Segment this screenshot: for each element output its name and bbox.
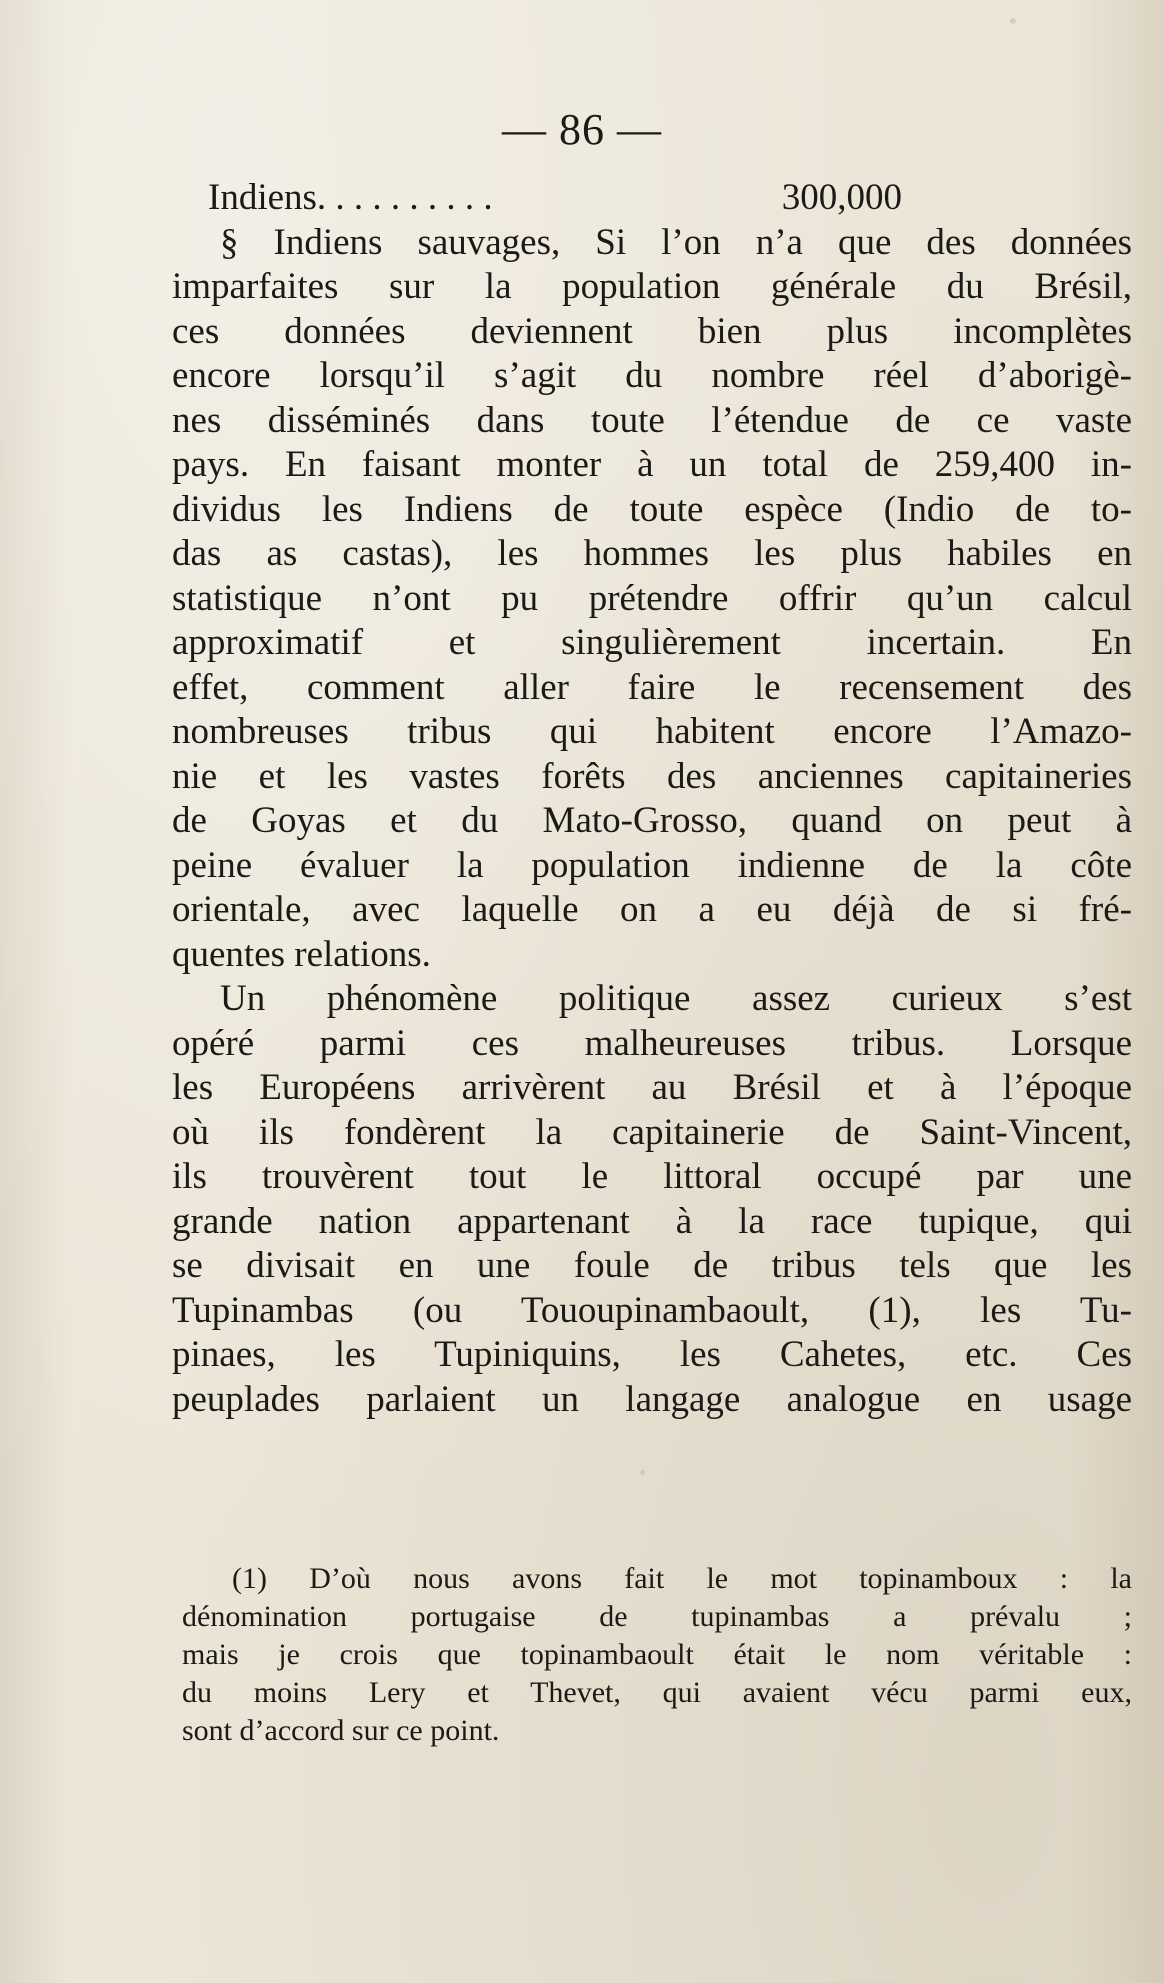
text-line: grande nation appartenant à la race tupique, qui — [172, 1200, 1132, 1242]
paper-spot — [1010, 18, 1016, 24]
footnote-line: (1) D’où nous avons fait le mot topinamboux : la — [232, 1562, 1132, 1595]
footnote-line: mais je crois que topinambaoult était le nom véritable : — [182, 1638, 1132, 1671]
text-line: orientale, avec laquelle on a eu déjà de si fré- — [172, 889, 1132, 930]
text-line: nie et les vastes forêts des anciennes capitaineries — [172, 755, 1132, 797]
footnote-line: sont d’accord sur ce point. — [182, 1714, 500, 1747]
population-row-indiens — [172, 176, 1132, 221]
text-line: se divisait en une foule de tribus tels que les — [172, 1245, 1132, 1286]
text-line: statistique n’ont pu prétendre offrir qu’un calcul — [172, 577, 1132, 619]
text-line: effet, comment aller faire le recensement des — [172, 666, 1132, 708]
text-line: pinaes, les Tupiniquins, les Cahetes, etc. Ces — [172, 1334, 1132, 1375]
row-value: 300,000 — [781, 177, 902, 218]
text-line: nes disséminés dans toute l’étendue de ce vaste — [172, 399, 1132, 441]
footnote-line: du moins Lery et Thevet, qui avaient vécu parmi eux, — [182, 1676, 1132, 1709]
text-line: ils trouvèrent tout le littoral occupé par une — [172, 1156, 1132, 1197]
text-line: ces données deviennent bien plus incomplètes — [172, 310, 1132, 352]
text-line: les Européens arrivèrent au Brésil et à l’époque — [172, 1067, 1132, 1108]
row-label: Indiens. . . . . . . . . . — [208, 177, 493, 218]
text-line: peine évaluer la population indienne de la côte — [172, 844, 1132, 886]
paper-spot — [640, 1470, 645, 1475]
text-line: Un phénomène politique assez curieux s’est — [220, 978, 1132, 1019]
text-line: de Goyas et du Mato-Grosso, quand on peut à — [172, 800, 1132, 841]
text-line: dividus les Indiens de toute espèce (Indio de to- — [172, 488, 1132, 530]
text-line: pays. En faisant monter à un total de 259,400 in- — [172, 444, 1132, 485]
text-line: peuplades parlaient un langage analogue en usage — [172, 1378, 1132, 1420]
text-line: imparfaites sur la population générale du Brésil, — [172, 266, 1132, 307]
text-line: où ils fondèrent la capitainerie de Saint-Vincent, — [172, 1111, 1132, 1153]
text-line: Tupinambas (ou Tououpinambaoult, (1), les Tu- — [172, 1289, 1132, 1331]
text-line: opéré parmi ces malheureuses tribus. Lorsque — [172, 1022, 1132, 1064]
text-line: § Indiens sauvages, Si l’on n’a que des données — [220, 221, 1132, 263]
page-number: — 86 — — [502, 105, 662, 154]
footnote — [182, 1560, 1132, 1750]
text-line: encore lorsqu’il s’agit du nombre réel d’aborigè- — [172, 355, 1132, 396]
text-line: quentes relations. — [172, 933, 431, 975]
text-line: approximatif et singulièrement incertain. En — [172, 622, 1132, 663]
footnote-line: dénomination portugaise de tupinambas a prévalu ; — [182, 1600, 1132, 1633]
text-line: das as castas), les hommes les plus habiles en — [172, 533, 1132, 574]
body-text — [172, 176, 1132, 1422]
text-line: nombreuses tribus qui habitent encore l’Amazo- — [172, 711, 1132, 752]
